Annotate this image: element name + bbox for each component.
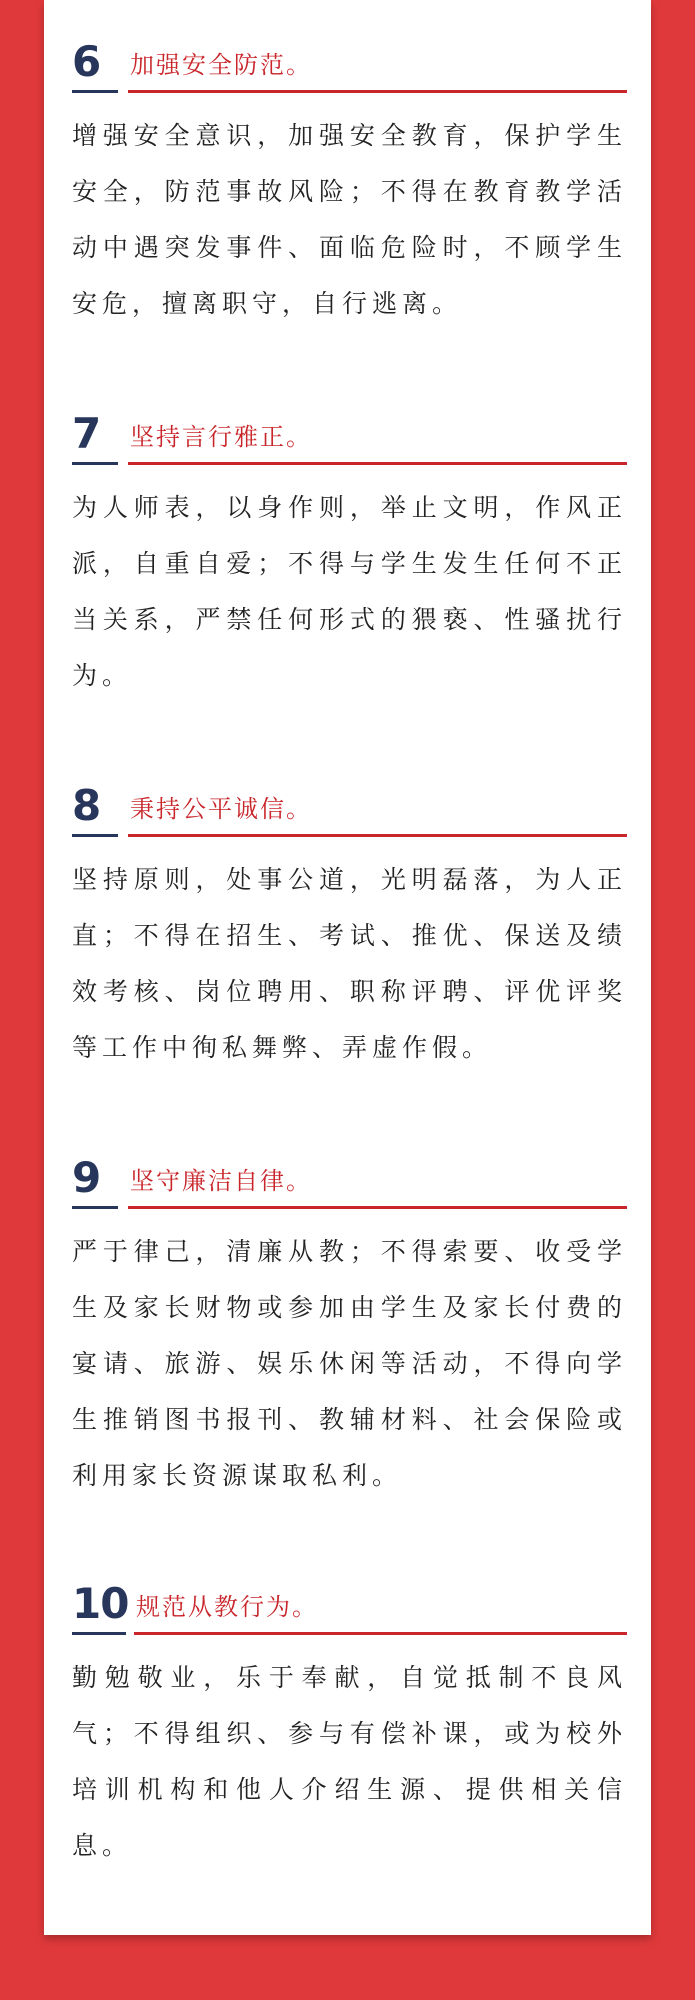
number-underline bbox=[72, 90, 118, 93]
section-body: 坚持原则，处事公道，光明磊落，为人正直；不得在招生、考试、推优、保送及绩效考核、岗位聘用、职称评聘、评优评奖等工作中徇私舞弊、弄虚作假。 bbox=[72, 865, 627, 1062]
section-heading bbox=[72, 1154, 627, 1210]
section-number: 7 bbox=[72, 409, 101, 458]
section-heading bbox=[72, 782, 627, 838]
section-title: 加强安全防范。 bbox=[130, 51, 312, 79]
title-underline bbox=[128, 834, 627, 837]
title-underline bbox=[128, 462, 627, 465]
section-6 bbox=[72, 38, 627, 332]
number-underline bbox=[72, 1632, 126, 1635]
section-number: 10 bbox=[72, 1579, 129, 1628]
content-card bbox=[44, 0, 651, 1935]
section-10 bbox=[72, 1580, 627, 1874]
section-9 bbox=[72, 1154, 627, 1504]
section-body: 为人师表，以身作则，举止文明，作风正派，自重自爱；不得与学生发生任何不正当关系，严禁任何形式的猥亵、性骚扰行为。 bbox=[72, 493, 627, 690]
number-underline bbox=[72, 462, 118, 465]
section-title: 坚持言行雅正。 bbox=[130, 423, 312, 451]
number-underline bbox=[72, 1206, 118, 1209]
section-title: 秉持公平诚信。 bbox=[130, 795, 312, 823]
section-title: 规范从教行为。 bbox=[136, 1593, 318, 1621]
section-body: 勤勉敬业，乐于奉献，自觉抵制不良风气；不得组织、参与有偿补课，或为校外培训机构和他人介绍生源、提供相关信息。 bbox=[72, 1663, 627, 1860]
section-heading bbox=[72, 1580, 627, 1636]
section-heading bbox=[72, 38, 627, 94]
section-7 bbox=[72, 410, 627, 704]
section-8 bbox=[72, 782, 627, 1076]
section-body: 增强安全意识，加强安全教育，保护学生安全，防范事故风险；不得在教育教学活动中遇突发事件、面临危险时，不顾学生安危，擅离职守，自行逃离。 bbox=[72, 121, 627, 318]
title-underline bbox=[134, 1632, 627, 1635]
number-underline bbox=[72, 834, 118, 837]
section-heading bbox=[72, 410, 627, 466]
section-number: 8 bbox=[72, 781, 101, 830]
section-number: 9 bbox=[72, 1153, 101, 1202]
section-body: 严于律己，清廉从教；不得索要、收受学生及家长财物或参加由学生及家长付费的宴请、旅游、娱乐休闲等活动，不得向学生推销图书报刊、教辅材料、社会保险或利用家长资源谋取私利。 bbox=[72, 1237, 627, 1490]
section-title: 坚守廉洁自律。 bbox=[130, 1167, 312, 1195]
title-underline bbox=[128, 90, 627, 93]
section-number: 6 bbox=[72, 37, 101, 86]
title-underline bbox=[128, 1206, 627, 1209]
